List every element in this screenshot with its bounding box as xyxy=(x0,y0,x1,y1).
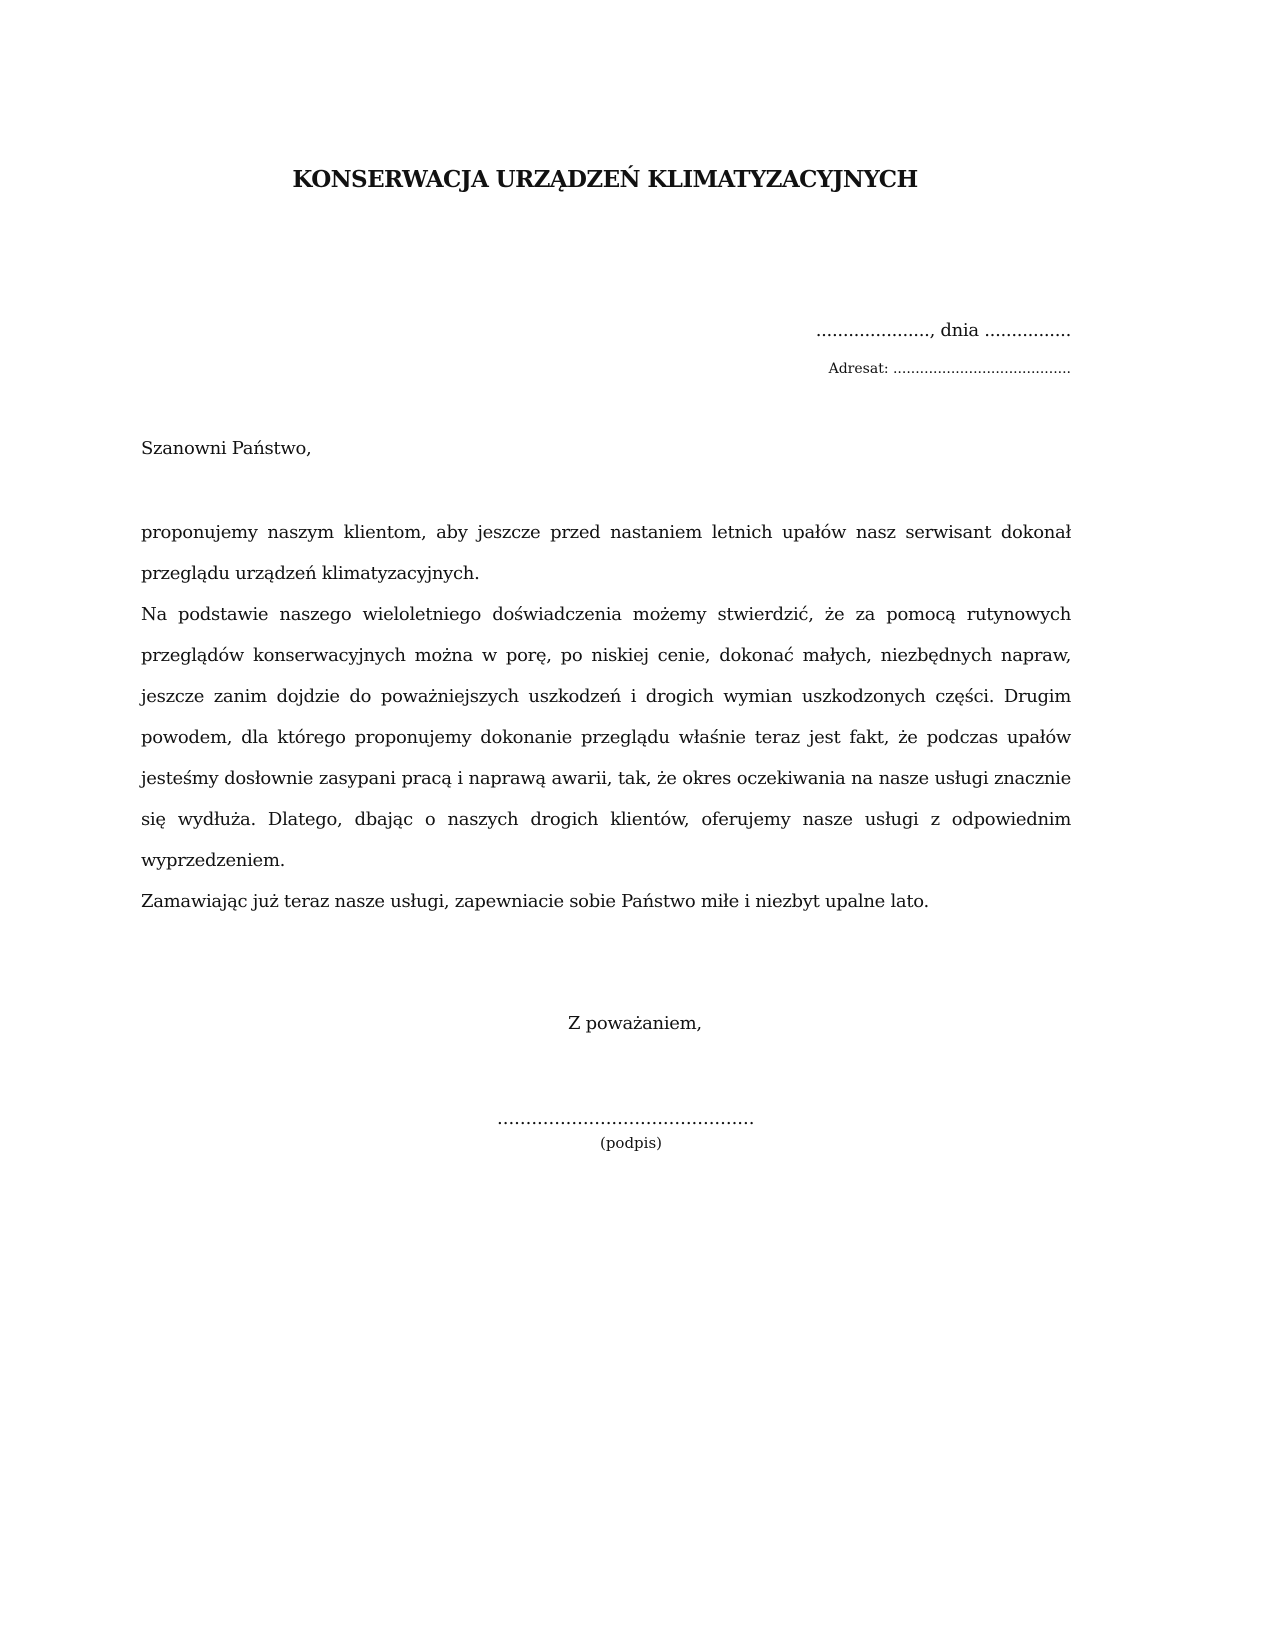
place-date-line: ....................., dnia ................ xyxy=(815,320,1071,341)
salutation: Szanowni Państwo, xyxy=(141,438,312,459)
closing: Z poważaniem, xyxy=(568,1013,702,1034)
signature-label: (podpis) xyxy=(599,1134,663,1152)
paragraph: Zamawiając już teraz nasze usługi, zapewniacie sobie Państwo miłe i niezbyt upalne lato. xyxy=(141,891,929,912)
document-title: KONSERWACJA URZĄDZEŃ KLIMATYZACYJNYCH xyxy=(292,166,918,193)
letter-body xyxy=(141,512,1071,922)
signature-line: ............................................. xyxy=(497,1108,755,1129)
addressee-line: Adresat: ........................................ xyxy=(828,361,1071,377)
paragraph: proponujemy naszym klientom, aby jeszcze przed nastaniem letnich upałów nasz serwisant dokonał przeglądu urządzeń klimatyzacyjnych. xyxy=(141,522,1071,584)
paragraph: Na podstawie naszego wieloletniego doświadczenia możemy stwierdzić, że za pomocą rutynowych przeglądów konserwacyjnych można w porę, po niskiej cenie, dokonać małych, niezbędnych napraw, jeszcze zanim dojdzie do poważniejszych uszkodzeń i drogich wymian uszkodzonych części. Drugim powodem, dla którego proponujemy dokonanie przeglądu właśnie teraz jest fakt, że podczas upałów jesteśmy dosłownie zasypani pracą i naprawą awarii, tak, że okres oczekiwania na nasze usługi znacznie się wydłuża. Dlatego, dbając o naszych drogich klientów, oferujemy nasze usługi z odpowiednim wyprzedzeniem. xyxy=(141,604,1071,871)
